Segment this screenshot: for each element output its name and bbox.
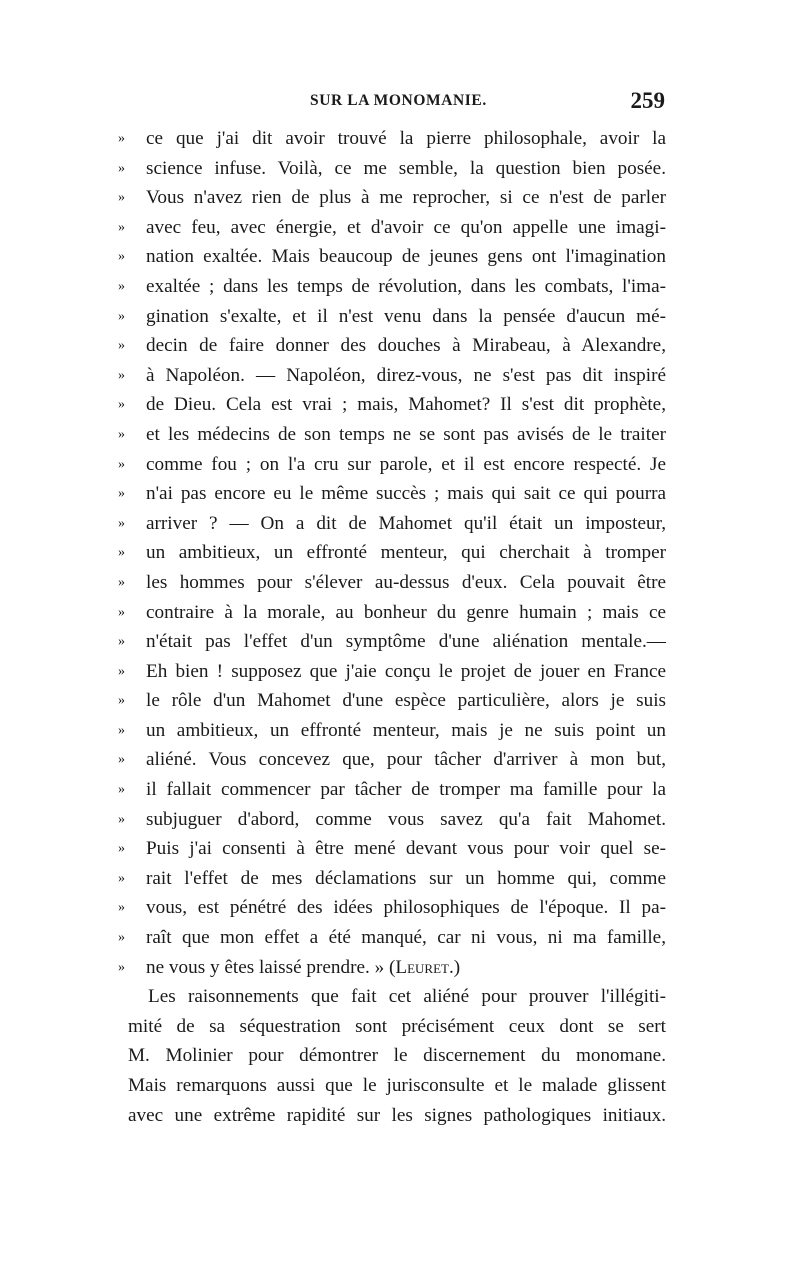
paragraph-line	[118, 1012, 670, 1042]
line-text: exaltée ; dans les temps de révolution, dans les combats, l'ima-	[146, 275, 666, 297]
line-text: un ambitieux, un effronté menteur, qui cherchait à tromper	[146, 542, 666, 564]
line-text: ce que j'ai dit avoir trouvé la pierre philosophale, avoir la	[146, 128, 666, 149]
line-text	[146, 953, 666, 983]
line-text: aliéné. Vous concevez que, pour tâcher d'arriver à mon but,	[146, 749, 666, 771]
paragraph-line	[118, 1041, 670, 1071]
quote-mark: »	[118, 367, 125, 383]
line-text: de Dieu. Cela est vrai ; mais, Mahomet? Il s'est dit prophète,	[146, 394, 666, 416]
quoted-line	[118, 745, 670, 775]
quote-mark: »	[118, 900, 125, 916]
paragraph-line	[118, 1101, 670, 1131]
quoted-line	[118, 716, 670, 746]
line-text: Puis j'ai consenti à être mené devant vous pour voir quel se-	[146, 838, 666, 860]
author-citation: Leuret	[395, 956, 449, 978]
line-text: n'était pas l'effet d'un symptôme d'une aliénation mentale.—	[146, 631, 666, 653]
line-text: comme fou ; on l'a cru sur parole, et il est encore respecté. Je	[146, 453, 666, 475]
line-text: rait l'effet de mes déclamations sur un homme qui, comme	[146, 867, 666, 889]
quote-mark: »	[118, 841, 125, 857]
line-text: un ambitieux, un effronté menteur, mais je ne suis point un	[146, 719, 666, 741]
line-text: nation exaltée. Mais beaucoup de jeunes gens ont l'imagination	[146, 246, 666, 268]
quoted-line	[118, 479, 670, 509]
line-text: contraire à la morale, au bonheur du genre humain ; mais ce	[146, 601, 666, 623]
line-text: Vous n'avez rien de plus à me reprocher, si ce n'est de parler	[146, 187, 666, 209]
quoted-line	[118, 657, 670, 687]
quoted-line	[118, 864, 670, 894]
quote-mark: »	[118, 219, 125, 235]
quoted-line	[118, 450, 670, 480]
body-text	[118, 124, 670, 1130]
citation-close: .)	[448, 956, 461, 978]
quoted-line	[118, 420, 670, 450]
quote-mark: »	[118, 693, 125, 709]
quoted-line	[118, 538, 670, 568]
quoted-line	[118, 686, 670, 716]
quoted-line	[118, 272, 670, 302]
line-text: subjuguer d'abord, comme vous savez qu'a fait Mahomet.	[146, 808, 666, 830]
quoted-line	[118, 331, 670, 361]
quote-mark: »	[118, 870, 125, 886]
line-text: les hommes pour s'élever au-dessus d'eux. Cela pouvait être	[146, 571, 666, 593]
line-text: avec une extrême rapidité sur les signes pathologiques initiaux.	[128, 1104, 666, 1126]
quote-mark: »	[118, 486, 125, 502]
quoted-line	[118, 598, 670, 628]
page-number: 259	[630, 88, 665, 113]
line-text: il fallait commencer par tâcher de tromper ma famille pour la	[146, 779, 666, 801]
quote-mark: »	[118, 574, 125, 590]
line-text: decin de faire donner des douches à Mirabeau, à Alexandre,	[146, 335, 666, 357]
quoted-line	[118, 834, 670, 864]
quote-mark: »	[118, 338, 125, 354]
line-text: et les médecins de son temps ne se sont pas avisés de le traiter	[146, 423, 666, 445]
quoted-line	[118, 923, 670, 953]
line-text: mité de sa séquestration sont précisément ceux dont se sert	[128, 1015, 666, 1037]
line-text: gination s'exalte, et il n'est venu dans la pensée d'aucun mé-	[146, 305, 666, 327]
quote-mark: »	[118, 752, 125, 768]
quote-mark: »	[118, 456, 125, 472]
line-text: à Napoléon. — Napoléon, direz-vous, ne s'est pas dit inspiré	[146, 364, 666, 386]
quote-mark: »	[118, 190, 125, 206]
quote-mark: »	[118, 515, 125, 531]
quoted-line	[118, 775, 670, 805]
page-header	[120, 88, 665, 120]
quote-mark: »	[118, 930, 125, 946]
quoted-line	[118, 361, 670, 391]
line-text: arriver ? — On a dit de Mahomet qu'il était un imposteur,	[146, 512, 666, 534]
quoted-line	[118, 302, 670, 332]
quoted-line	[118, 893, 670, 923]
quote-mark: »	[118, 397, 125, 413]
quoted-line	[118, 183, 670, 213]
quote-mark: »	[118, 634, 125, 650]
quote-mark: »	[118, 160, 125, 176]
line-text: Eh bien ! supposez que j'aie conçu le projet de jouer en France	[146, 660, 666, 682]
line-text: science infuse. Voilà, ce me semble, la question bien posée.	[146, 157, 666, 179]
quote-mark: »	[118, 131, 125, 146]
quote-mark: »	[118, 663, 125, 679]
quoted-line	[118, 154, 670, 184]
running-head: SUR LA MONOMANIE.	[310, 92, 487, 109]
quoted-line	[118, 509, 670, 539]
paragraph-line	[118, 1071, 670, 1101]
quote-mark: »	[118, 426, 125, 442]
line-text: Mais remarquons aussi que le jurisconsulte et le malade glissent	[128, 1075, 666, 1096]
quote-mark: »	[118, 722, 125, 738]
quoted-line	[118, 242, 670, 272]
quote-mark: »	[118, 249, 125, 265]
quoted-line	[118, 124, 670, 154]
line-text: vous, est pénétré des idées philosophiques de l'époque. Il pa-	[146, 897, 666, 919]
line-text: le rôle d'un Mahomet d'une espèce particulière, alors je suis	[146, 690, 666, 712]
closing-text: ne vous y êtes laissé prendre. » (	[146, 956, 396, 978]
quoted-line	[118, 390, 670, 420]
quoted-line	[118, 627, 670, 657]
line-text: M. Molinier pour démontrer le discernement du monomane.	[128, 1045, 666, 1067]
quoted-line	[118, 805, 670, 835]
quote-mark: »	[118, 604, 125, 620]
quote-mark: »	[118, 278, 125, 294]
paragraph-line	[118, 982, 670, 1012]
line-text: raît que mon effet a été manqué, car ni vous, ni ma famille,	[146, 927, 666, 949]
quote-mark: »	[118, 811, 125, 827]
line-text: avec feu, avec énergie, et d'avoir ce qu'on appelle une imagi-	[146, 216, 666, 238]
line-text: Les raisonnements que fait cet aliéné pour prouver l'illégiti-	[148, 986, 666, 1008]
quoted-line-closing	[118, 953, 670, 983]
quote-mark: »	[118, 782, 125, 798]
quoted-line	[118, 213, 670, 243]
line-text: n'ai pas encore eu le même succès ; mais qui sait ce qui pourra	[146, 483, 666, 505]
quoted-line	[118, 568, 670, 598]
quote-mark: »	[118, 545, 125, 561]
quote-mark: »	[118, 959, 125, 975]
quote-mark: »	[118, 308, 125, 324]
